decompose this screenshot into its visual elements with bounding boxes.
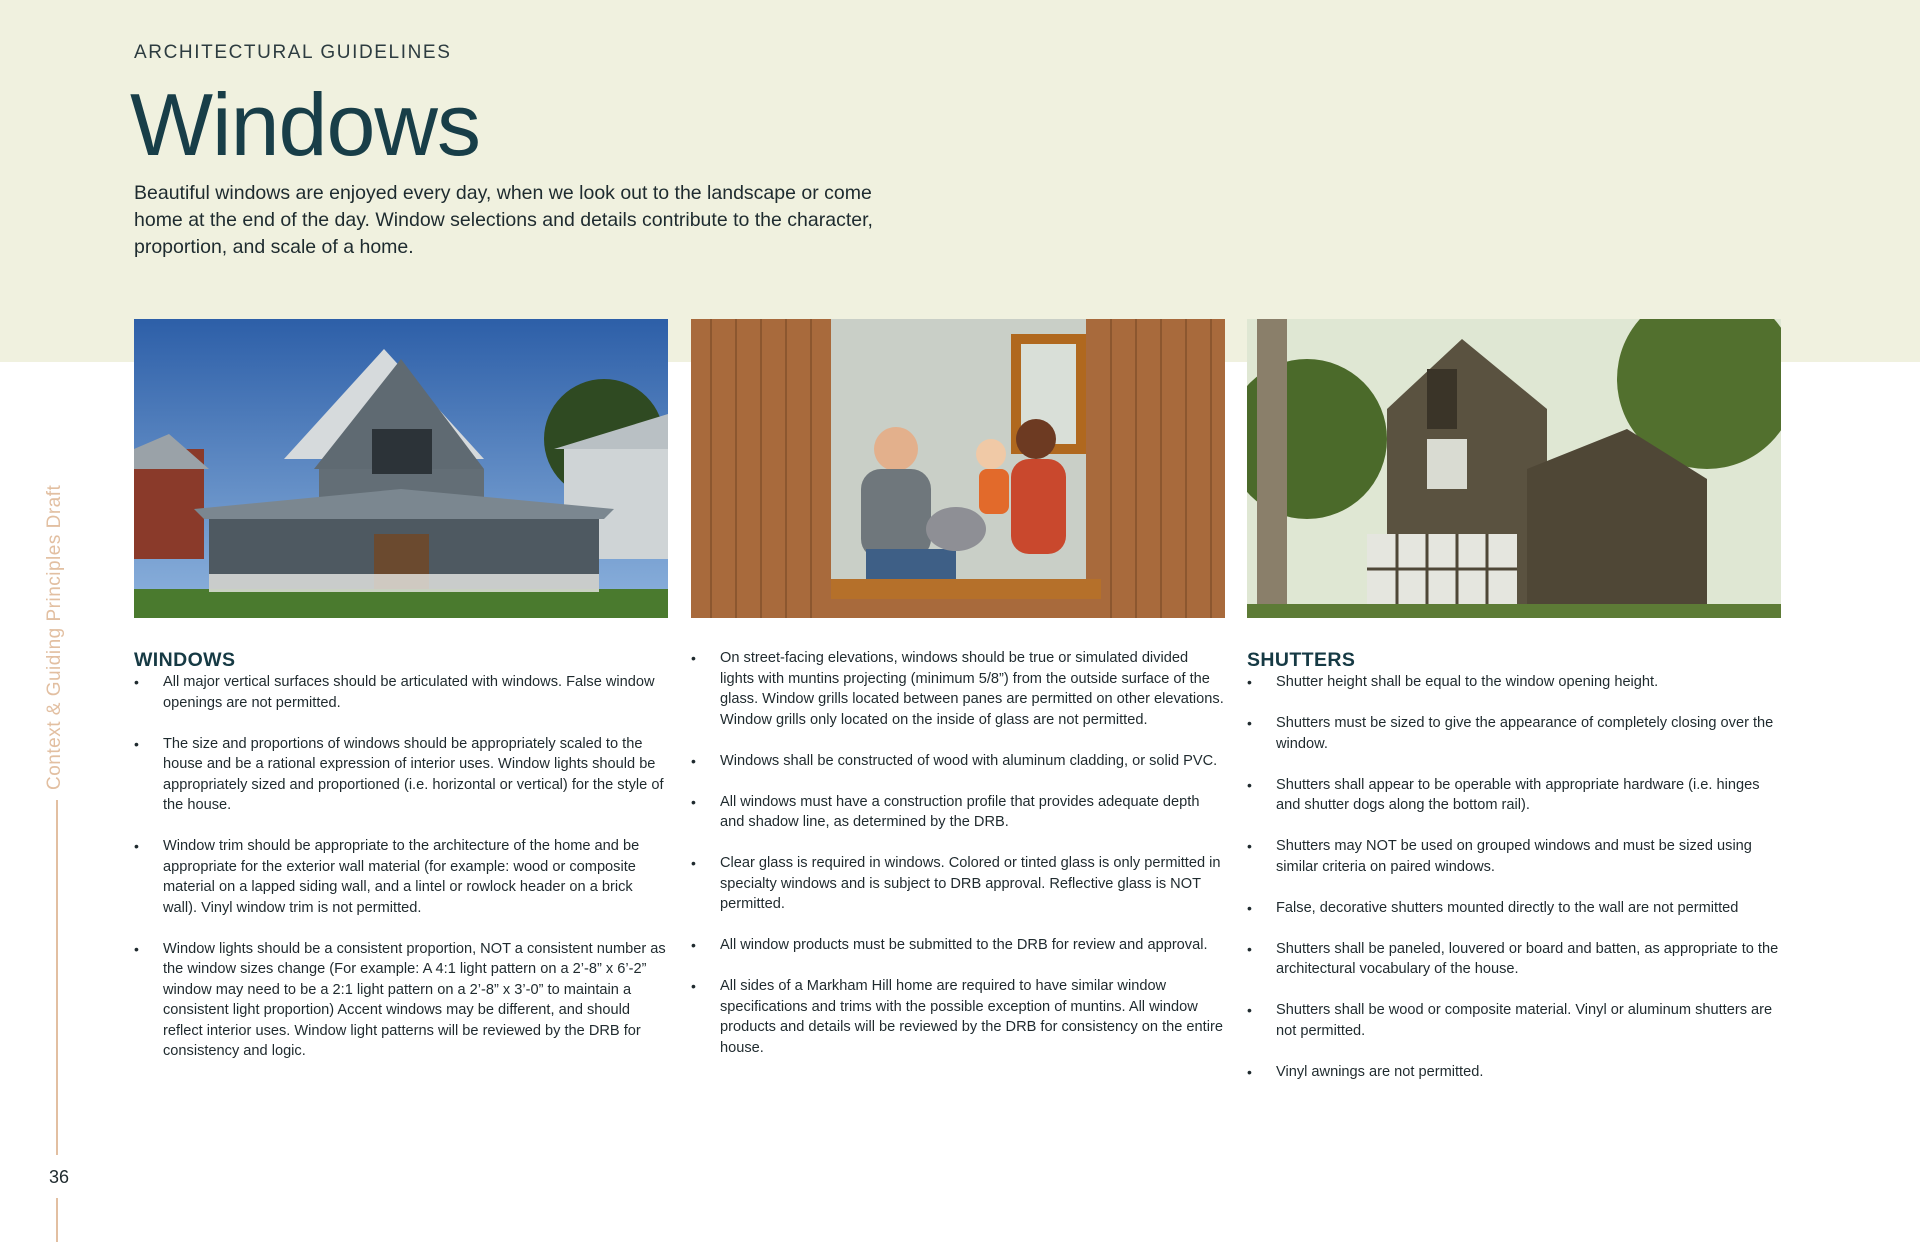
list-item: • Window lights should be a consistent proportion, NOT a consistent number as the window sizes change (For example: A 4:1 light pattern on a 2’-8” x 6’-2” window may need to be a 2:1 light pattern on a 2’-8” x 3’-0” to maintain a consistent light proportion) Accent windows may be different, and should reflect interior uses. Window light patterns will be reviewed by the DRB for consistency and logic. [134,939,668,1062]
sidebar-divider-bottom [56,1198,58,1242]
photo-farmhouse [134,319,668,618]
shutters-list [1247,672,1781,1082]
sidebar-divider [56,800,58,1155]
windows-guidelines [134,648,668,1082]
list-item: • On street-facing elevations, windows should be true or simulated divided lights with muntins projecting (minimum 5/8”) from the outside surface of the glass. Window grills located between panes are permitted on other elevations. Window grills only located on the inside of glass are not permitted. [691,648,1225,730]
section-eyebrow: ARCHITECTURAL GUIDELINES [134,42,452,63]
list-item: • Vinyl awnings are not permitted. [1247,1062,1781,1083]
list-item: • All major vertical surfaces should be articulated with windows. False window openings are not permitted. [134,672,668,713]
list-item: • Shutter height shall be equal to the window opening height. [1247,672,1781,693]
page-title: Windows [130,75,480,174]
photo-family-window [691,319,1225,618]
list-item: • Shutters shall be paneled, louvered or board and batten, as appropriate to the architectural vocabulary of the house. [1247,939,1781,980]
windows-guidelines-continued [691,648,1225,1079]
list-item: • All window products must be submitted to the DRB for review and approval. [691,935,1225,956]
photo-cottage [1247,319,1781,618]
intro-paragraph: Beautiful windows are enjoyed every day, when we look out to the landscape or come home at the end of the day. Window selections and details contribute to the character, proportion, and scale of a home. [134,182,873,258]
list-item: • The size and proportions of windows should be appropriately scaled to the house and be a rational expression of interior uses. Window lights should be appropriately sized and proportioned (i.e. horizontal or vertical) for the style of the house. [134,734,668,816]
list-item: • Clear glass is required in windows. Colored or tinted glass is only permitted in specialty windows and is subject to DRB approval. Reflective glass is NOT permitted. [691,853,1225,915]
shutters-guidelines [1247,648,1781,1103]
list-item: • Shutters shall be wood or composite material. Vinyl or aluminum shutters are not permitted. [1247,1000,1781,1041]
shutters-heading: SHUTTERS [1247,649,1356,671]
sidebar-label-text: Context & Guiding Principles Draft [44,484,65,790]
list-item: • All sides of a Markham Hill home are required to have similar window specifications and trims with the possible exception of muntins. All window products and details will be reviewed by the DRB for consistency on the entire house. [691,976,1225,1058]
windows-continued-list [691,648,1225,1058]
list-item: • Windows shall be constructed of wood with aluminum cladding, or solid PVC. [691,751,1225,772]
windows-list [134,672,668,1062]
list-item: • Shutters may NOT be used on grouped windows and must be sized using similar criteria on paired windows. [1247,836,1781,877]
page-number: 36 [49,1167,70,1187]
list-item: • Shutters shall appear to be operable with appropriate hardware (i.e. hinges and shutter dogs along the bottom rail). [1247,775,1781,816]
list-item: • Window trim should be appropriate to the architecture of the home and be appropriate for the exterior wall material (for example: wood or composite material on a lapped siding wall, and a lintel or rowlock header on a brick wall). Vinyl window trim is not permitted. [134,836,668,918]
windows-heading: WINDOWS [134,649,236,671]
sidebar-label [44,445,64,790]
list-item: • False, decorative shutters mounted directly to the wall are not permitted [1247,898,1781,919]
list-item: • Shutters must be sized to give the appearance of completely closing over the window. [1247,713,1781,754]
list-item: • All windows must have a construction profile that provides adequate depth and shadow line, as determined by the DRB. [691,792,1225,833]
